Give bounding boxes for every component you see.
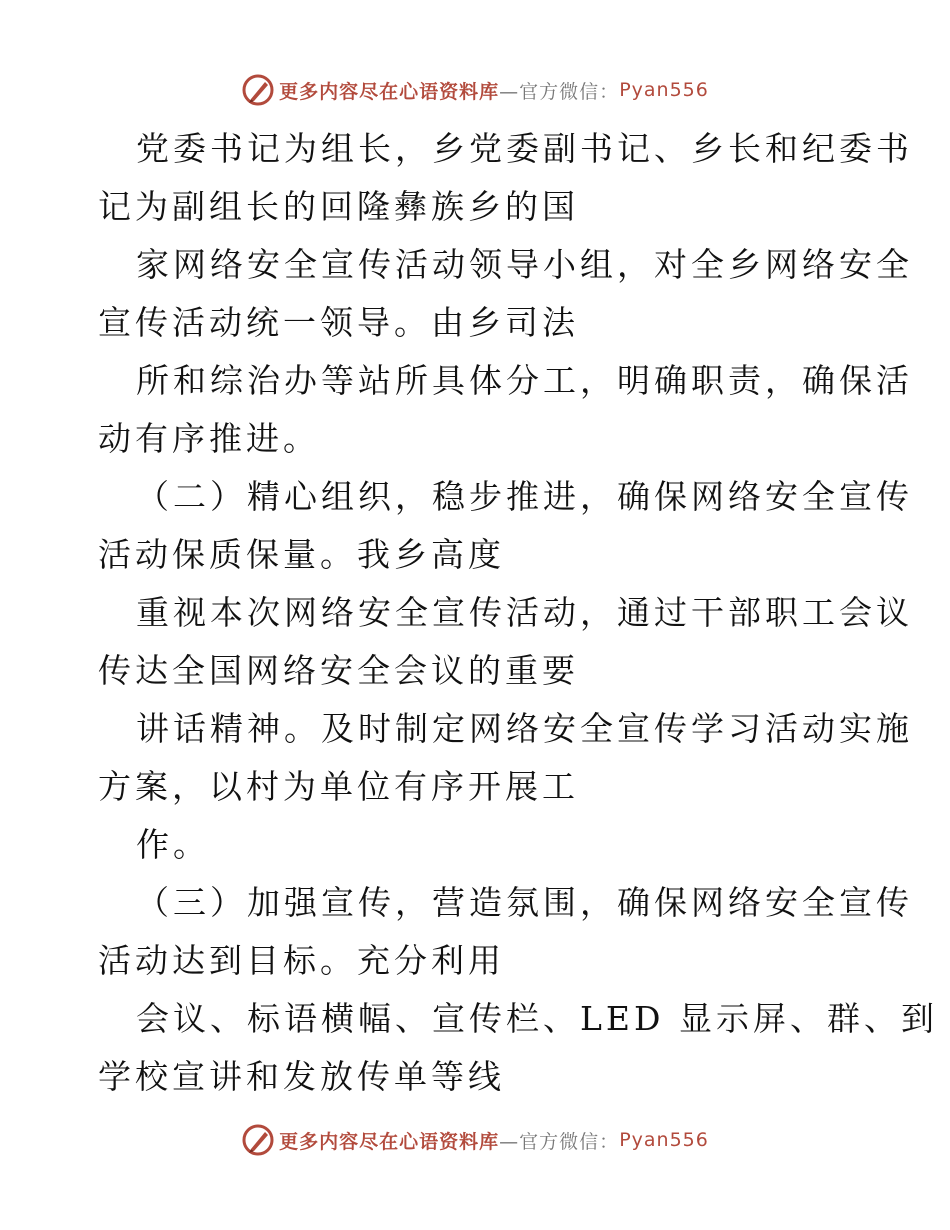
text-line: 活动达到目标。充分利用 [98, 941, 505, 980]
text-line: 传达全国网络安全会议的重要 [98, 651, 579, 690]
header-separator: —官方微信： [499, 80, 620, 103]
text-line: （三）加强宣传，营造氛围，确保网络安全宣传 [136, 883, 913, 922]
text-line: 方案，以村为单位有序开展工 [98, 767, 579, 806]
footer-watermark-banner [0, 1120, 950, 1160]
document-body [98, 120, 938, 1106]
text-line: 宣传活动统一领导。由乡司法 [98, 303, 579, 342]
footer-account: Pyan556 [619, 1129, 709, 1151]
footer-site-name: 更多内容尽在心语资料库 [279, 1130, 500, 1153]
text-line: 重视本次网络安全宣传活动，通过干部职工会议 [136, 593, 913, 632]
text-line: 学校宣讲和发放传单等线 [98, 1057, 505, 1096]
text-line: 记为副组长的回隆彝族乡的国 [98, 187, 579, 226]
pen-logo-icon [241, 73, 275, 107]
header-site-name: 更多内容尽在心语资料库 [279, 80, 500, 103]
text-line: 所和综治办等站所具体分工，明确职责，确保活 [136, 361, 913, 400]
text-line: （二）精心组织，稳步推进，确保网络安全宣传 [136, 477, 913, 516]
text-line: 作。 [136, 825, 210, 864]
text-line: 动有序推进。 [98, 419, 320, 458]
text-line: 会议、标语横幅、宣传栏、LED 显示屏、群、到 [136, 999, 938, 1038]
text-line: 活动保质保量。我乡高度 [98, 535, 505, 574]
text-line: 党委书记为组长，乡党委副书记、乡长和纪委书 [136, 129, 913, 168]
header-watermark-banner [0, 70, 950, 110]
footer-separator: —官方微信： [499, 1130, 620, 1153]
header-account: Pyan556 [619, 79, 709, 101]
text-line: 家网络安全宣传活动领导小组，对全乡网络安全 [136, 245, 913, 284]
pen-logo-icon [241, 1123, 275, 1157]
text-line: 讲话精神。及时制定网络安全宣传学习活动实施 [136, 709, 913, 748]
